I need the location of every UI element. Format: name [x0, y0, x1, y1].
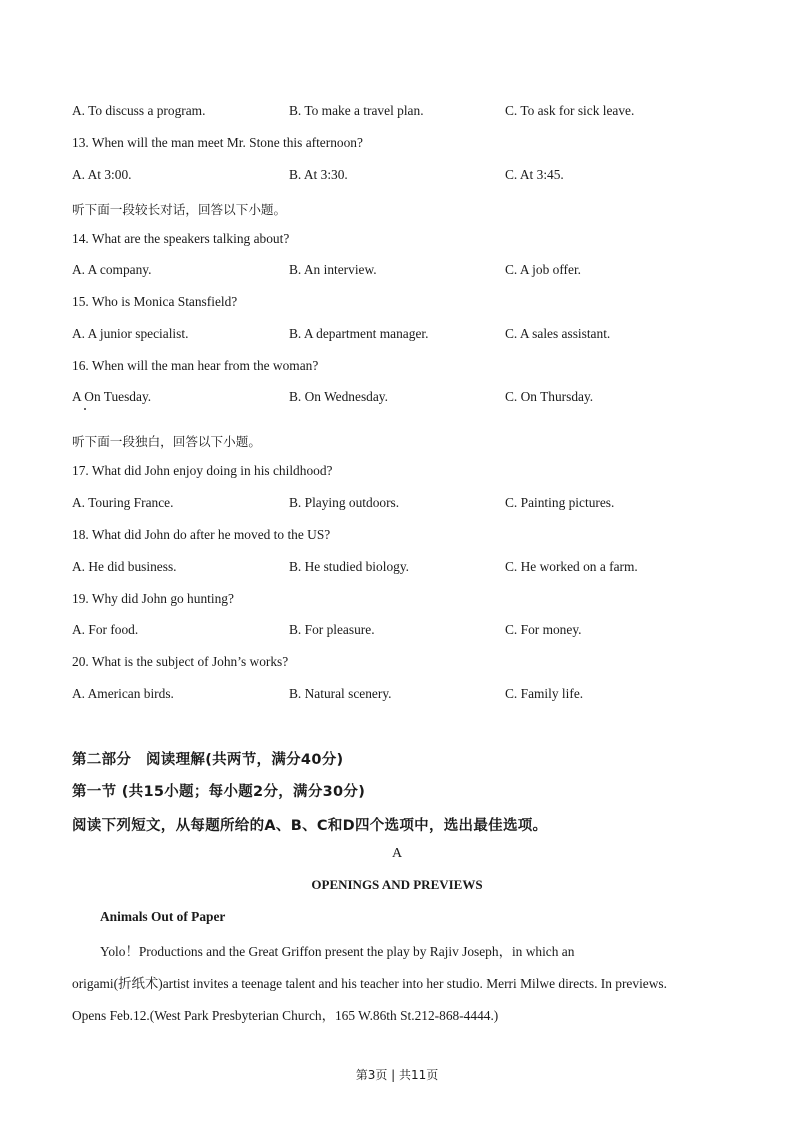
q15-option-c: C. A sales assistant. — [505, 326, 611, 341]
q14-options — [72, 262, 752, 282]
passage-subheading: Animals Out of Paper — [100, 909, 226, 924]
q20-options — [72, 686, 752, 706]
q16-options — [72, 389, 752, 409]
passage-line-1: Yolo！Productions and the Great Griffon present the play by Rajiv Joseph，in which an — [100, 944, 575, 959]
q12-option-c: C. To ask for sick leave. — [505, 103, 635, 118]
q14-option-a: A. A company. — [72, 262, 152, 277]
q14-option-b: B. An interview. — [289, 262, 377, 277]
page-footer: 第3页 | 共11页 — [355, 1068, 439, 1082]
passage-letter: A — [391, 846, 403, 861]
part2-instruction: 阅读下列短文，从每题所给的A、B、C和D四个选项中，选出最佳选项。 — [72, 818, 548, 834]
instruction-monologue: 听下面一段独白，回答以下小题。 — [72, 434, 261, 449]
q13-option-a: A. At 3:00. — [72, 167, 132, 182]
q13-option-c: C. At 3:45. — [505, 167, 564, 182]
q13-option-b: B. At 3:30. — [289, 167, 348, 182]
q19-option-b: B. For pleasure. — [289, 622, 375, 637]
q19-option-c: C. For money. — [505, 622, 582, 637]
q17-option-b: B. Playing outdoors. — [289, 495, 400, 510]
q18-option-b: B. He studied biology. — [289, 559, 410, 574]
q13-question: 13. When will the man meet Mr. Stone this afternoon? — [72, 135, 363, 150]
q17-question: 17. What did John enjoy doing in his childhood? — [72, 463, 333, 478]
q15-option-a: A. A junior specialist. — [72, 326, 189, 341]
q19-options — [72, 622, 752, 642]
passage-line-3: Opens Feb.12.(West Park Presbyterian Church，165 W.86th St.212-868-4444.) — [72, 1008, 499, 1023]
q14-option-c: C. A job offer. — [505, 262, 582, 277]
q12-options — [72, 103, 752, 123]
q14-question: 14. What are the speakers talking about? — [72, 231, 290, 246]
q16-question: 16. When will the man hear from the woman? — [72, 358, 319, 373]
q12-option-a: A. To discuss a program. — [72, 103, 206, 118]
q18-option-a: A. He did business. — [72, 559, 177, 574]
q13-options — [72, 167, 752, 187]
q16-option-a: A On Tuesday. — [72, 389, 152, 404]
passage-line-2: origami(折纸术)artist invites a teenage talent and his teacher into her studio. Merri Milwe directs. In previews. — [72, 976, 667, 991]
q19-option-a: A. For food. — [72, 622, 139, 637]
q16-option-c: C. On Thursday. — [505, 389, 594, 404]
q18-question: 18. What did John do after he moved to the US? — [72, 527, 331, 542]
q18-options — [72, 559, 752, 579]
q17-options — [72, 495, 752, 515]
stray-dot-mark — [84, 408, 86, 410]
q15-question: 15. Who is Monica Stansfield? — [72, 294, 238, 309]
q15-option-b: B. A department manager. — [289, 326, 429, 341]
q20-option-a: A. American birds. — [72, 686, 174, 701]
q20-question: 20. What is the subject of John’s works? — [72, 654, 289, 669]
part2-title: 第二部分 阅读理解(共两节，满分40分) — [72, 752, 344, 768]
q17-option-c: C. Painting pictures. — [505, 495, 615, 510]
part2-section1-title: 第一节 (共15小题；每小题2分，满分30分) — [72, 784, 366, 800]
instruction-long-dialogue: 听下面一段较长对话，回答以下小题。 — [72, 202, 287, 217]
q20-option-b: B. Natural scenery. — [289, 686, 392, 701]
passage-heading: OPENINGS AND PREVIEWS — [311, 877, 483, 892]
q18-option-c: C. He worked on a farm. — [505, 559, 638, 574]
q17-option-a: A. Touring France. — [72, 495, 174, 510]
q15-options — [72, 326, 752, 346]
q16-option-b: B. On Wednesday. — [289, 389, 388, 404]
q20-option-c: C. Family life. — [505, 686, 584, 701]
q12-option-b: B. To make a travel plan. — [289, 103, 424, 118]
q19-question: 19. Why did John go hunting? — [72, 591, 234, 606]
